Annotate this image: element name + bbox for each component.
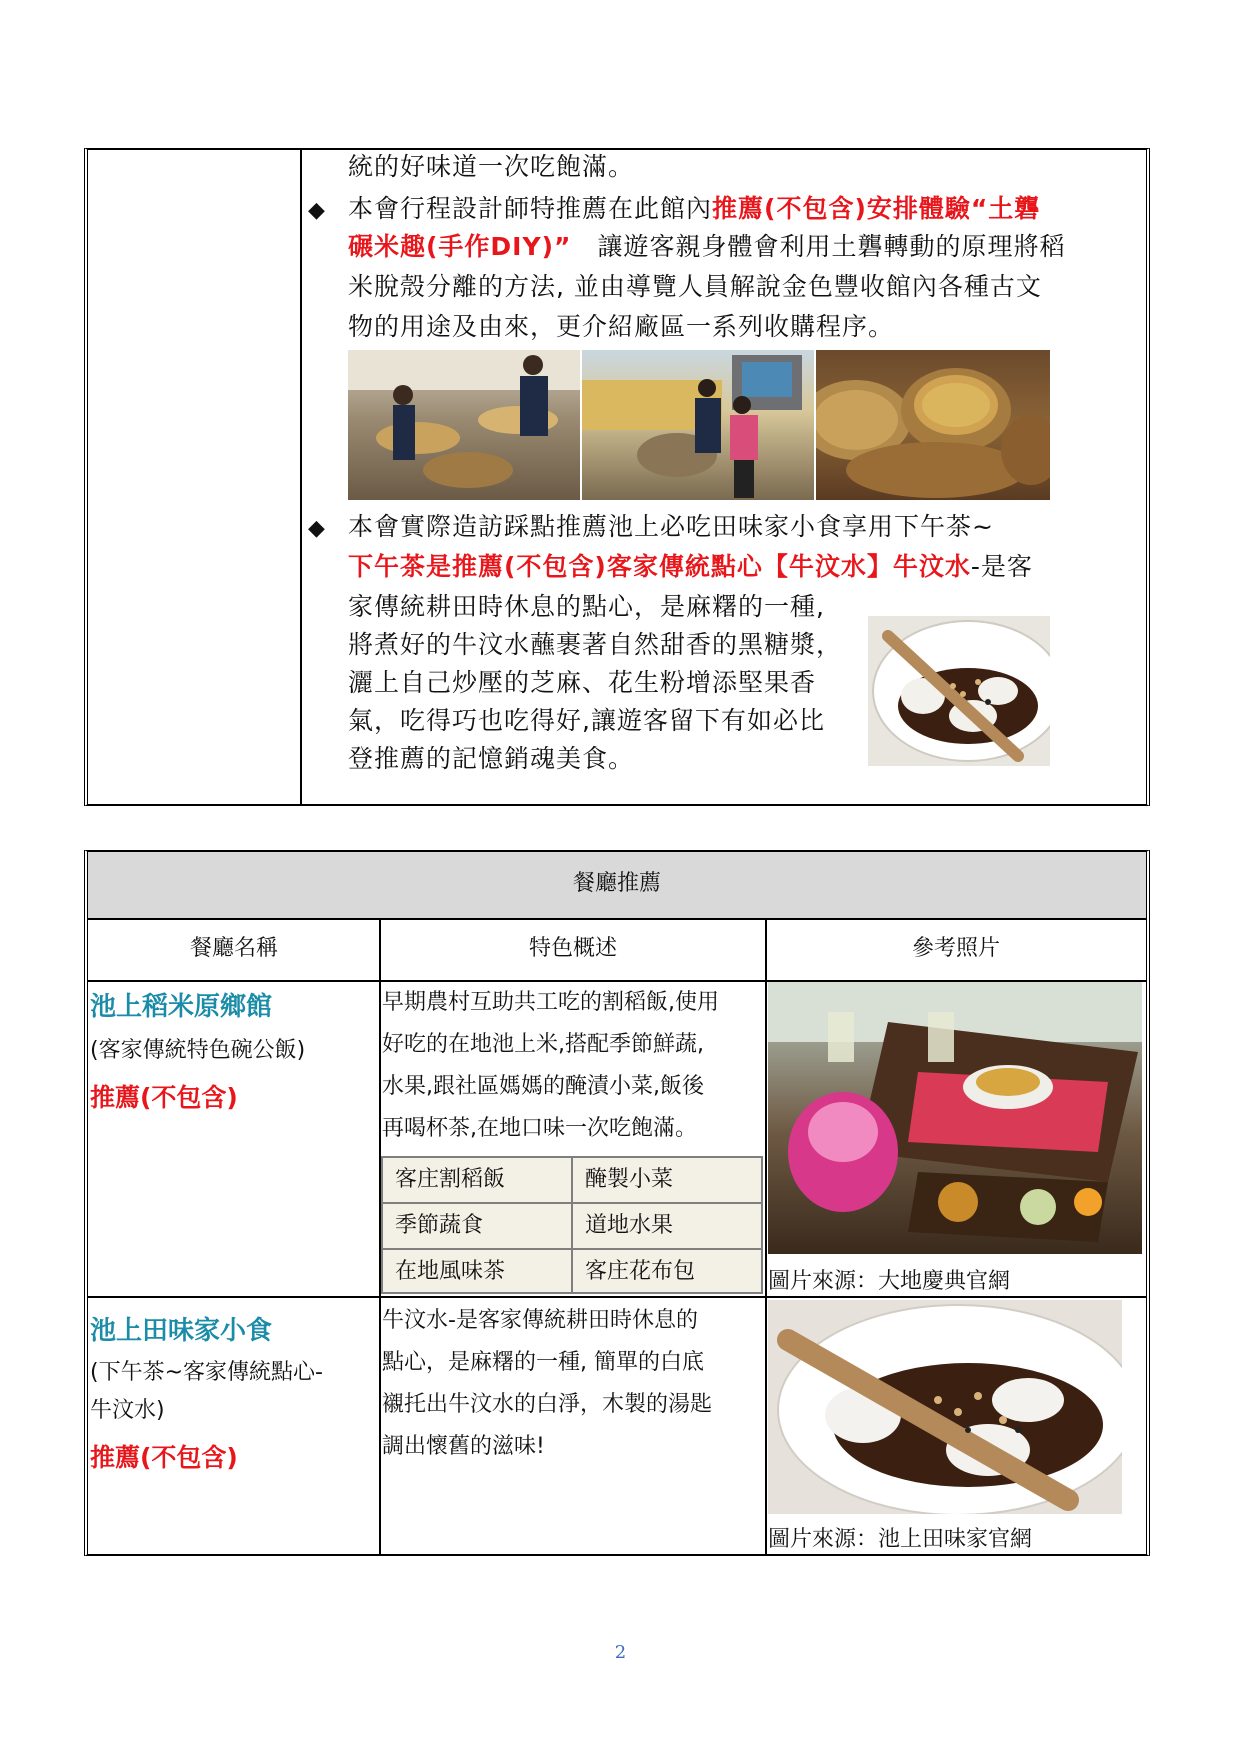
col-header-name: 餐廳名稱 [88,920,380,982]
description-line: 點心，是麻糬的一種, 簡單的白底 [382,1350,704,1375]
recommend-label: 推薦(不包含) [90,1083,238,1112]
text-line: 氣，吃得巧也吃得好,讓遊客留下有如必比 [348,706,825,735]
activity-description-cell [302,150,1146,804]
rice-husking-photo-2 [582,350,814,500]
restaurant-table [84,850,1150,1556]
col-header-photo: 參考照片 [766,920,1146,982]
niu-wen-shui-photo [768,1300,1122,1514]
rice-husking-photo-3 [816,350,1050,500]
text-line: 灑上自己炒壓的芝麻、花生粉增添堅果香 [348,668,817,697]
photo-caption: 圖片來源：池上田味家官網 [768,1527,1033,1552]
niu-wen-shui-photo [868,616,1050,766]
row-divider [88,1296,1146,1298]
description-line: 調出懷舊的滋味! [382,1434,545,1459]
restaurant-name: 池上田味家小食 [90,1316,273,1346]
menu-items-table [381,1156,763,1294]
recommend-label: 推薦(不包含) [90,1443,238,1472]
description-line: 好吃的在地池上米,搭配季節鮮蔬, [382,1032,704,1057]
text-line: 將煮好的牛汶水蘸裹著自然甜香的黑糖漿， [348,630,843,659]
restaurant-name: 池上稻米原鄉館 [90,992,273,1022]
description-line: 襯托出牛汶水的白淨，木製的湯匙 [382,1392,713,1417]
column-divider [765,920,767,1554]
menu-item: 道地水果 [585,1213,674,1238]
text-line: 登推薦的記憶銷魂美食。 [348,744,635,773]
menu-item: 客庄花布包 [585,1259,696,1284]
menu-item: 季節蔬食 [395,1213,484,1238]
text-line: 統的好味道一次吃飽滿。 [348,152,635,181]
restaurant-subtitle: (下午茶~客家傳統點心- [90,1360,323,1385]
photo-caption: 圖片來源：大地慶典官網 [768,1269,1011,1294]
diamond-bullet-icon: ◆ [308,516,325,541]
text-line: 本會實際造訪踩點推薦池上必吃田味家小食享用下午茶~ [348,512,994,541]
text-line: 本會行程設計師特推薦在此館內推薦(不包含)安排體驗“土礱 [348,194,1041,223]
text-line: 米脫殼分離的方法, 並由導覽人員解說金色豐收館內各種古文 [348,272,1042,301]
text-line: 家傳統耕田時休息的點心，是麻糬的一種, [348,592,825,621]
restaurant-subtitle: (客家傳統特色碗公飯) [90,1038,306,1063]
description-line: 牛汶水-是客家傳統耕田時休息的 [382,1308,698,1333]
col-header-description: 特色概述 [380,920,766,982]
empty-left-cell [88,150,302,804]
rice-meal-photo [768,982,1142,1254]
description-line: 再喝杯茶,在地口味一次吃飽滿。 [382,1116,697,1141]
description-line: 水果,跟社區媽媽的醃漬小菜,飯後 [382,1074,704,1099]
menu-item: 在地風味茶 [395,1259,506,1284]
text-line: 下午茶是推薦(不包含)客家傳統點心【牛汶水】牛汶水-是客 [348,552,1033,581]
restaurant-subtitle: 牛汶水) [90,1398,165,1423]
page-number: 2 [614,1642,627,1663]
table-title: 餐廳推薦 [88,852,1146,920]
text-line: 碾米趣(手作DIY)” 讓遊客親身體會利用土礱轉動的原理將稻 [348,232,1066,261]
menu-item: 醃製小菜 [585,1167,674,1192]
description-line: 早期農村互助共工吃的割稻飯,使用 [382,990,719,1015]
text-line: 物的用途及由來，更介紹廠區一系列收購程序。 [348,312,895,341]
activity-table [84,148,1150,806]
diamond-bullet-icon: ◆ [308,198,325,223]
menu-item: 客庄割稻飯 [395,1167,506,1192]
rice-husking-photo-1 [348,350,580,500]
